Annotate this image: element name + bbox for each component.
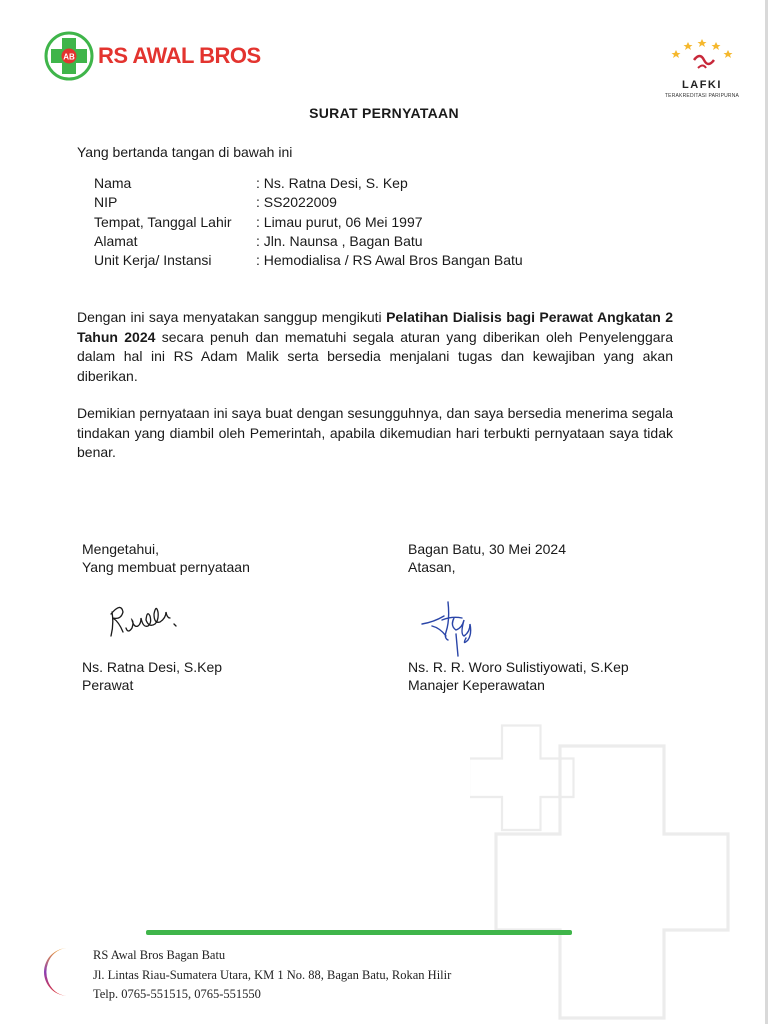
field-value: : Hemodialisa / RS Awal Bros Bangan Batu <box>256 252 523 269</box>
hospital-logo-text: RS AWAL BROS <box>98 43 261 68</box>
field-label: Unit Kerja/ Instansi <box>94 252 212 269</box>
field-row-unit <box>94 251 523 270</box>
document-title: SURAT PERNYATAAN <box>309 105 459 121</box>
signer-name: Ns. R. R. Woro Sulistiyowati, S.Kep <box>408 659 629 675</box>
signer-name: Ns. Ratna Desi, S.Kep <box>82 659 223 675</box>
field-row-name <box>94 174 523 193</box>
handwritten-signature-left <box>106 594 202 646</box>
field-label: Nama <box>94 175 132 191</box>
field-value: : Jln. Naunsa , Bagan Batu <box>256 232 423 249</box>
watermark-cross-icon <box>470 720 768 1024</box>
footer-contact <box>93 946 451 1005</box>
field-value: : Limau purut, 06 Mei 1997 <box>256 213 423 230</box>
paragraph-text: secara penuh dan mematuhi segala aturan yang diberikan oleh Penyelenggara dalam hal ini RS Adam Malik serta bersedia menjalani tugas dan kewajiban yang akan diberikan. <box>77 328 673 385</box>
field-value: : SS2022009 <box>256 194 337 211</box>
hospital-logo <box>44 30 261 82</box>
paragraph-text: Dengan ini saya menyatakan sanggup mengikuti <box>77 309 387 325</box>
field-label: NIP <box>94 194 118 211</box>
field-value: : Ns. Ratna Desi, S. Kep <box>256 175 408 191</box>
accreditation-stars-icon <box>662 36 742 76</box>
signer-role: Manajer Keperawatan <box>408 677 545 693</box>
hospital-cross-icon <box>44 31 94 81</box>
field-row-birth <box>94 213 523 232</box>
field-row-nip <box>94 193 523 212</box>
accreditation-logo <box>662 36 742 98</box>
signer-role: Perawat <box>82 677 134 693</box>
training-name: Pelatihan Dialisis bagi Perawat Angkatan 2 Tahun 2024 <box>77 309 673 345</box>
signer-right <box>408 658 629 694</box>
accreditation-subtitle: TERAKREDITASI PARIPURNA <box>664 93 740 99</box>
signature-block-right <box>408 540 566 576</box>
superior-label: Atasan, <box>408 559 456 575</box>
footer-hospital-name: RS Awal Bros Bagan Batu <box>93 948 226 962</box>
field-label: Tempat, Tanggal Lahir <box>94 213 232 230</box>
footer-phone: Telp. 0765-551515, 0765-551550 <box>93 987 261 1001</box>
field-label: Alamat <box>94 232 138 249</box>
acknowledgement-label: Mengetahui, <box>82 541 160 557</box>
signer-left <box>82 658 222 694</box>
accreditation-name: LAFKI <box>682 79 722 91</box>
svg-text:AB: AB <box>63 52 75 62</box>
footer-divider <box>146 930 572 935</box>
footer-crescent-icon <box>38 944 78 1000</box>
footer-address: Jl. Lintas Riau-Sumatera Utara, KM 1 No. 88, Bagan Batu, Rokan Hilir <box>93 967 452 982</box>
handwritten-signature-right <box>418 596 490 666</box>
identity-fields <box>94 174 523 270</box>
declarant-label: Yang membuat pernyataan <box>82 559 250 575</box>
signature-block-left <box>82 540 250 576</box>
closing-paragraph: Demikian pernyataan ini saya buat dengan sesungguhnya, dan saya bersedia menerima segala tindakan yang diambil oleh Pemerintah, apabila dikemudian hari terbukti pernyataan saya tidak benar. <box>77 405 673 461</box>
statement-paragraph <box>77 308 673 387</box>
place-date: Bagan Batu, 30 Mei 2024 <box>408 541 567 557</box>
field-row-address <box>94 232 523 251</box>
intro-text: Yang bertanda tangan di bawah ini <box>77 144 293 160</box>
